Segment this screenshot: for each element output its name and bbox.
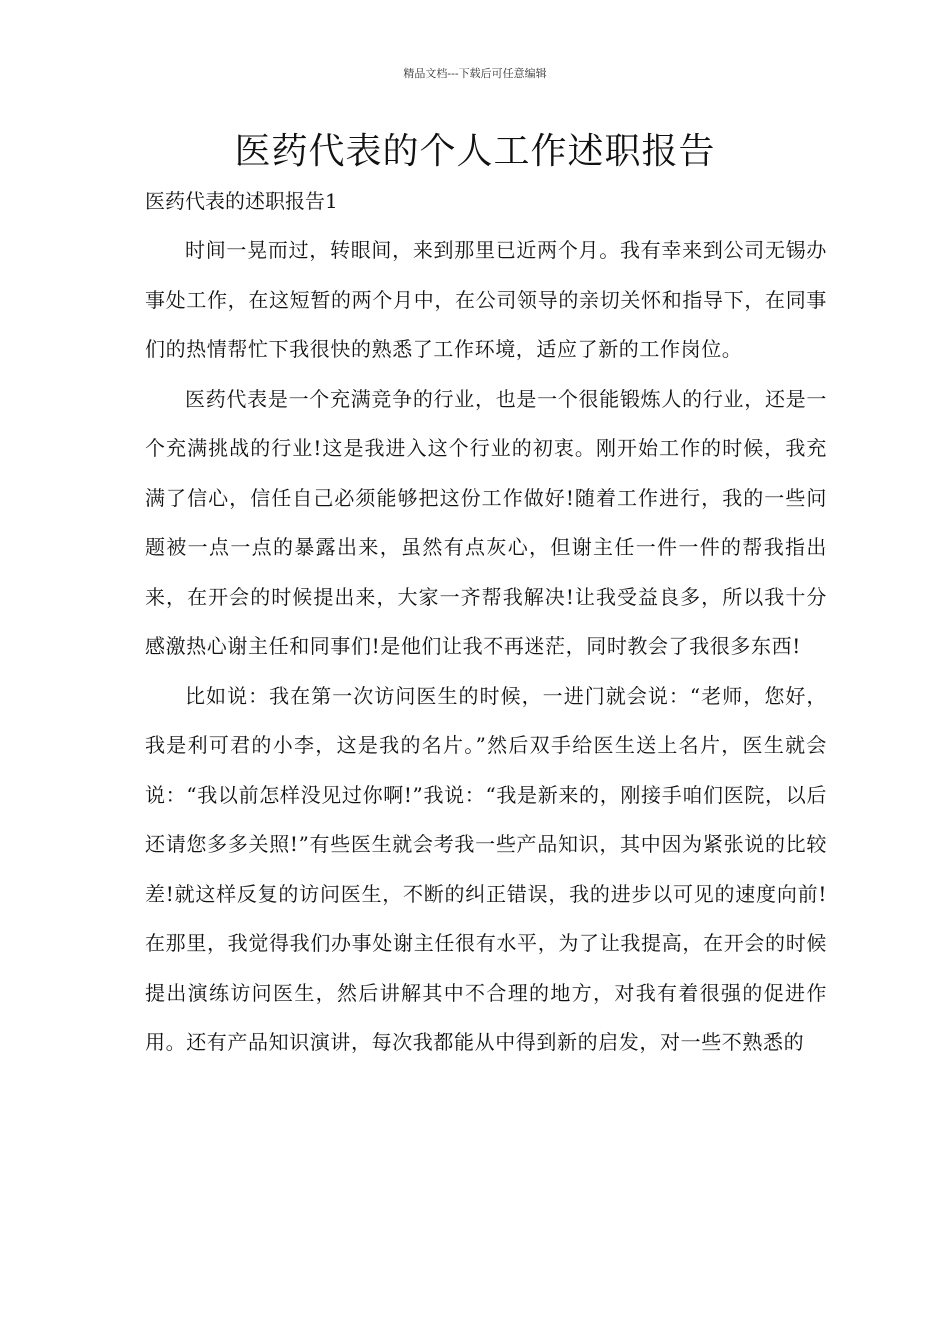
section-subtitle: 医药代表的述职报告1 <box>145 189 338 213</box>
paragraph-3: 比如说：我在第一次访问医生的时候，一进门就会说：“老师，您好，我是利可君的小李，这是我的名片。”然后双手给医生送上名片，医生就会说：“我以前怎样没见过你啊!”我说：“我是新来的，刚接手咱们医院，以后还请您多多关照!”有些医生就会考我一些产品知识，其中因为紧张说的比较差!就这样反复的访问医生，不断的纠正错误，我的进步以可见的速度向前!在那里，我觉得我们办事处谢主任很有水平，为了让我提高，在开会的时候提出演练访问医生，然后讲解其中不合理的地方，对我有着很强的促进作用。还有产品知识演讲，每次我都能从中得到新的启发，对一些不熟悉的 <box>145 683 827 1054</box>
document-title: 医药代表的个人工作述职报告 <box>234 131 716 172</box>
page-header: 精品文档---下载后可任意编辑 <box>403 67 547 80</box>
paragraph-1: 时间一晃而过，转眼间，来到那里已近两个月。我有幸来到公司无锡办事处工作，在这短暂的两个月中，在公司领导的亲切关怀和指导下，在同事们的热情帮忙下我很快的熟悉了工作环境，适应了新的工作岗位。 <box>145 238 827 361</box>
paragraph-2: 医药代表是一个充满竞争的行业，也是一个很能锻炼人的行业，还是一个充满挑战的行业!这是我进入这个行业的初衷。刚开始工作的时候，我充满了信心，信任自己必须能够把这份工作做好!随着工作进行，我的一些问题被一点一点的暴露出来，虽然有点灰心，但谢主任一件一件的帮我指出来，在开会的时候提出来，大家一齐帮我解决!让我受益良多，所以我十分感激热心谢主任和同事们!是他们让我不再迷茫，同时教会了我很多东西! <box>145 386 827 658</box>
document-body <box>145 226 827 1068</box>
